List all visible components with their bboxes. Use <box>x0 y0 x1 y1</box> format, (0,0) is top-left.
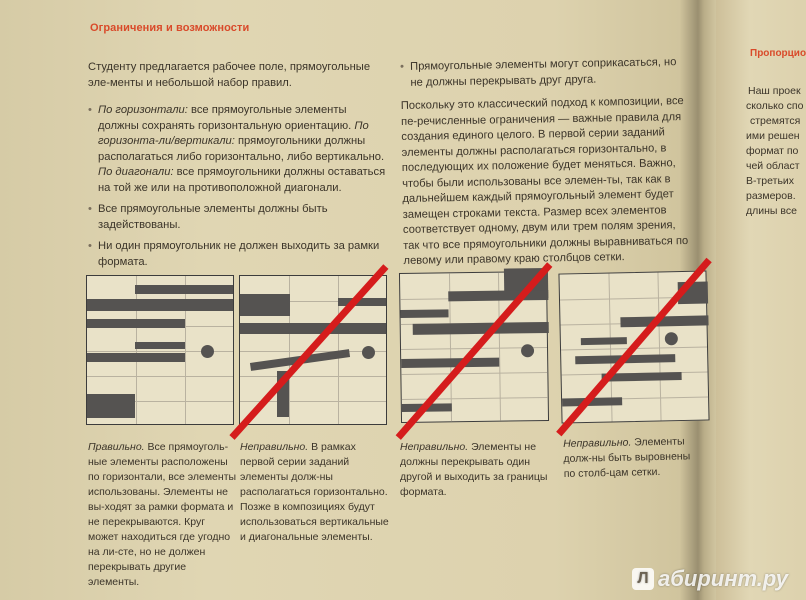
rect-element <box>401 358 499 368</box>
right-page-line: чей област <box>746 160 800 172</box>
caption-label: Правильно. <box>88 441 145 453</box>
caption-correct <box>88 440 238 590</box>
caption-wrong-1 <box>240 440 390 545</box>
rect-element <box>240 294 290 316</box>
right-page-line: длины все <box>746 205 797 217</box>
right-page-line: сколько спо <box>746 100 804 112</box>
right-page-line: В-третьих <box>746 175 795 187</box>
rect-element <box>581 337 627 345</box>
orientation-list <box>88 103 388 270</box>
rect-element <box>620 315 708 327</box>
example-frame-correct <box>86 275 234 425</box>
caption-text: Элементы долж-ны быть выровнены по столб-цам сетки. <box>563 435 691 480</box>
text-column-right <box>400 55 694 282</box>
labirint-watermark <box>632 566 788 592</box>
list-item <box>88 103 388 196</box>
rect-element <box>87 353 185 362</box>
rules-list <box>400 55 690 91</box>
list-item-text: все прямоугольные элементы должны сохранять горизонтальную ориентацию. <box>98 104 355 132</box>
circle-element <box>521 344 534 357</box>
section-heading: Ограничения и возможности <box>90 22 250 34</box>
watermark-text: абиринт.ру <box>658 566 788 591</box>
right-page-heading: Пропорцио <box>750 48 806 59</box>
right-page <box>716 0 806 600</box>
caption-wrong-3 <box>563 434 694 482</box>
rect-element <box>87 319 185 328</box>
caption-text: Элементы не должны перекрывать один другой и выходить за границы формата. <box>400 441 548 498</box>
list-item: • Все прямоугольные элементы должны быть задействованы. <box>88 202 388 233</box>
rect-element <box>400 309 448 318</box>
caption-label: Неправильно. <box>400 441 469 453</box>
right-page-line: стремятся <box>750 115 801 127</box>
list-item-text: прямоугольники должны располагаться либо горизонтально, либо вертикально. <box>98 135 385 163</box>
rect-element <box>240 323 386 334</box>
labirint-logo-icon: Л <box>632 568 654 590</box>
caption-text: Все прямоуголь-ные элементы расположены по горизонтали, все элементы использованы. Элементы не вы-ходят за рамки формата и не перекрываются. Круг может находиться где угодно на ли-сте, но не должен перекрывать другие элементы. <box>88 441 237 588</box>
right-page-line: ими решен <box>746 130 800 142</box>
text-column-left <box>88 60 388 276</box>
list-item-term: По горизонта-ли/вертикали: <box>98 119 369 147</box>
right-page-line: размеров. <box>746 190 796 202</box>
list-item-term: По диагонали: <box>98 166 174 178</box>
caption-text: В рамках первой серии заданий элементы долж-ны располагаться горизонтально. Позже в композициях будут использоваться вертикальные и диагональные элементы. <box>240 441 389 543</box>
list-item: • Прямоугольные элементы могут соприкасаться, но не должны перекрывать друг друга. <box>400 55 690 91</box>
list-item-term: По горизонтали: <box>98 104 188 116</box>
circle-element <box>665 332 678 345</box>
rect-element <box>87 299 233 311</box>
right-page-line: Наш проек <box>748 85 801 97</box>
circle-element <box>362 346 375 359</box>
right-page-line: формат по <box>746 145 799 157</box>
caption-label: Неправильно. <box>563 436 632 450</box>
example-frame-wrong-1 <box>239 275 387 425</box>
list-item: • Ни один прямоугольник не должен выходить за рамки формата. <box>88 239 388 270</box>
intro-paragraph: Студенту предлагается рабочее поле, прямоугольные эле-менты и небольшой набор правил. <box>88 61 371 89</box>
circle-element <box>201 345 214 358</box>
example-frame-wrong-3 <box>558 270 709 423</box>
rect-element <box>135 342 185 349</box>
caption-label: Неправильно. <box>240 441 309 453</box>
rect-element <box>87 394 135 418</box>
list-item-text: все прямоугольники должны оставаться на той же или на противоположной диагонали. <box>98 166 386 194</box>
body-paragraph: Поскольку это классический подход к композиции, все пе-речисленные ограничения — важные правила для создания единого целого. В первой серии заданий элементы должны располагаться горизонтально, в последующих их положение будет меняться. Важно, чтобы были использованы все элемен-ты, так как в дальнейшем каждый прямоугольный элемент будет замещен строками текста. Размер всех элементов соответствует одному, двум или трем полям зрения, так что все прямоугольники должны выравниваться по левому или правому краю столбцов сетки. <box>400 95 689 267</box>
rect-element <box>448 290 548 301</box>
rect-element <box>413 322 549 335</box>
rect-element <box>135 285 233 294</box>
caption-wrong-2 <box>400 440 548 500</box>
example-frame-wrong-2 <box>399 271 549 423</box>
